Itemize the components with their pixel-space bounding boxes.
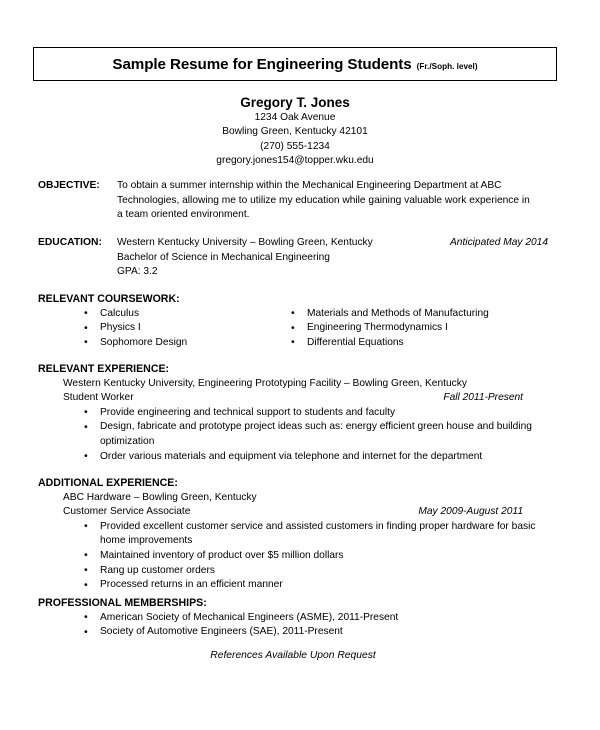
candidate-phone: (270) 555-1234 [260, 140, 330, 152]
education-gpa: GPA: 3.2 [117, 266, 158, 278]
list-item: • Sophomore Design [38, 336, 288, 351]
objective-section [38, 179, 548, 223]
education-school: Western Kentucky University – Bowling Green, Kentucky [117, 237, 373, 248]
relevant-experience-heading: RELEVANT EXPERIENCE: [38, 363, 170, 375]
document-title-box [33, 47, 557, 81]
coursework-column-right [269, 307, 549, 351]
relevant-experience-date: Fall 2011-Present [443, 392, 523, 404]
list-item: • Materials and Methods of Manufacturing [269, 307, 549, 322]
memberships-section [38, 596, 548, 640]
objective-line-1: To obtain a summer internship within the Mechanical Engineering Department at ABC [117, 180, 502, 191]
page-title: Sample Resume for Engineering Students [112, 55, 412, 73]
objective-body [117, 179, 548, 223]
coursework-column-left [38, 307, 288, 351]
candidate-address: 1234 Oak Avenue [254, 112, 336, 123]
relevant-experience-section [38, 362, 548, 464]
coursework-list-left [38, 307, 288, 351]
education-date: Anticipated May 2014 [450, 237, 548, 248]
additional-experience-heading: ADDITIONAL EXPERIENCE: [38, 477, 178, 489]
additional-experience-bullets [38, 520, 548, 593]
candidate-city-state-zip: Bowling Green, Kentucky 42101 [222, 126, 368, 138]
list-item: • Provide engineering and technical support to students and faculty [38, 406, 548, 421]
coursework-list-right [269, 307, 549, 351]
list-item: • Order various materials and equipment via telephone and internet for the department [38, 450, 548, 465]
relevant-experience-employer: Western Kentucky University, Engineering Prototyping Facility – Bowling Green, Kentucky [63, 377, 467, 389]
list-item: • Provided excellent customer service and assisted customers in finding proper hardware for basic home improvements [38, 520, 548, 549]
objective-label: OBJECTIVE: [38, 180, 100, 191]
page-title-qualifier: (Fr./Soph. level) [416, 61, 478, 71]
objective-line-2: Technologies, allowing me to utilize my education while gaining valuable work experience in [117, 194, 530, 206]
coursework-columns [38, 307, 548, 351]
relevant-experience-title-row [63, 391, 548, 406]
list-item: • Calculus [38, 307, 288, 322]
candidate-email: gregory.jones154@topper.wku.edu [216, 155, 374, 167]
list-item: • Engineering Thermodynamics I [269, 321, 549, 336]
list-item: • Design, fabricate and prototype project ideas such as: energy efficient green house and building optimization [38, 420, 548, 449]
list-item: • Maintained inventory of product over $5 million dollars [38, 549, 548, 564]
list-item: • Society of Automotive Engineers (SAE), 2011-Present [38, 625, 548, 640]
relevant-experience-job-title: Student Worker [63, 392, 134, 404]
candidate-name: Gregory T. Jones [240, 95, 350, 110]
list-item: • Rang up customer orders [38, 564, 548, 579]
memberships-list [38, 611, 548, 640]
education-degree: Bachelor of Science in Mechanical Engineering [117, 251, 330, 263]
coursework-section [38, 292, 548, 351]
list-item: • American Society of Mechanical Engineers (ASME), 2011-Present [38, 611, 548, 626]
relevant-experience-bullets [38, 406, 548, 464]
list-item: • Physics I [38, 321, 288, 336]
education-label: EDUCATION: [38, 237, 102, 248]
coursework-heading: RELEVANT COURSEWORK: [38, 293, 180, 305]
memberships-heading: PROFESSIONAL MEMBERSHIPS: [38, 597, 207, 609]
additional-experience-date: May 2009-August 2011 [418, 506, 523, 518]
education-section [38, 236, 548, 280]
references-note: References Available Upon Request [210, 650, 376, 661]
additional-experience-job-title: Customer Service Associate [63, 506, 191, 518]
objective-line-3: a team oriented environment. [117, 209, 250, 221]
additional-experience-title-row [63, 505, 548, 520]
contact-header [33, 94, 557, 169]
additional-experience-section [38, 476, 548, 593]
list-item: • Processed returns in an efficient manner [38, 578, 548, 593]
list-item: • Differential Equations [269, 336, 549, 351]
additional-experience-employer: ABC Hardware – Bowling Green, Kentucky [63, 491, 257, 503]
